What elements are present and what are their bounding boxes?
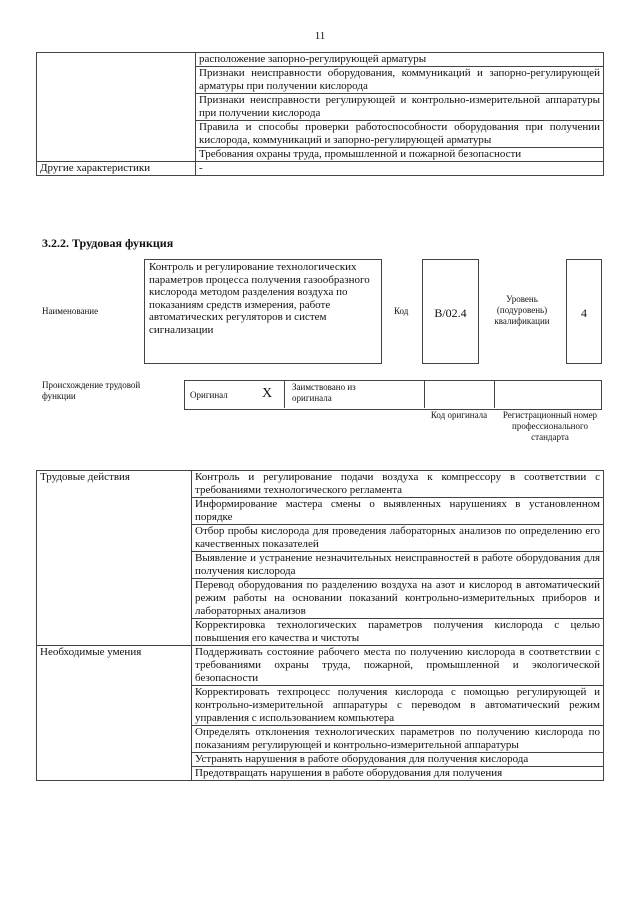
- original-label: Оригинал: [190, 390, 228, 400]
- level-value: 4: [581, 306, 587, 320]
- skill-item: Поддерживать состояние рабочего места по получению кислорода в соответствии с требованиями охраны труда, пожарной, промышленной и экологической безопасности: [192, 646, 604, 686]
- table-row: [37, 53, 604, 67]
- labor-action-item: Перевод оборудования по разделению воздуха на азот и кислород в автоматический режим работы на основании показаний контрольно-измерительных приборов и лабораторных анализов: [192, 579, 604, 619]
- code-label: Код: [394, 306, 409, 316]
- function-name-box: [144, 259, 382, 364]
- table-cell: Признаки неисправности регулирующей и контрольно-измерительной аппаратуры при получении кислорода: [196, 94, 604, 121]
- labor-action-item: Выявление и устранение незначительных неисправностей в работе оборудования для получения кислорода: [192, 552, 604, 579]
- code-box: [422, 259, 479, 364]
- row-label-empty: [37, 53, 196, 162]
- table-cell: Признаки неисправности оборудования, коммуникаций и запорно-регулирующей арматуры при получении кислорода: [196, 67, 604, 94]
- skill-item: Корректировать техпроцесс получения кислорода с помощью регулирующей и контрольно-измерительной аппаратуры с переводом в автоматический режим управления с использованием компьютера: [192, 686, 604, 726]
- table-cell: Требования охраны труда, промышленной и пожарной безопасности: [196, 148, 604, 162]
- function-name-value: Контроль и регулирование технологических параметров процесса получения газообразного кислорода методом разделения воздуха по показаниям средств измерения, работе автоматических регуляторов и систем сигнализации: [149, 261, 370, 336]
- required-skills-label: Необходимые умения: [37, 646, 192, 781]
- labor-actions-label: Трудовые действия: [37, 471, 192, 646]
- reg-number-caption: Регистрационный номер профессионального стандарта: [502, 410, 598, 442]
- knowledge-table-continuation: [36, 52, 604, 176]
- skill-item: Предотвращать нарушения в работе оборудования для получения: [192, 767, 604, 781]
- table-row: [37, 646, 604, 686]
- labor-action-item: Контроль и регулирование подачи воздуха к компрессору в соответствии с требованиями технологического регламента: [192, 471, 604, 498]
- labor-action-item: Информирование мастера смены о выявленных нарушениях в установленном порядке: [192, 498, 604, 525]
- skill-item: Устранять нарушения в работе оборудования для получения кислорода: [192, 753, 604, 767]
- labor-action-item: Отбор пробы кислорода для проведения лабораторных анализов по определению его качественных показателей: [192, 525, 604, 552]
- labor-function-table: [36, 470, 604, 781]
- labor-action-item: Корректировка технологических параметров получения кислорода с целью повышения его качества и чистоты: [192, 619, 604, 646]
- origin-row: [184, 380, 602, 410]
- original-mark: X: [262, 386, 273, 401]
- other-characteristics-label: Другие характеристики: [37, 162, 196, 176]
- other-characteristics-value: -: [196, 162, 604, 176]
- code-original-caption: Код оригинала: [430, 410, 488, 420]
- origin-label: Происхождение трудовой функции: [42, 380, 141, 401]
- table-cell: расположение запорно-регулирующей арматуры: [196, 53, 604, 67]
- skill-item: Определять отклонения технологических параметров по получению кислорода по показаниям регулирующей и контрольно-измерительной аппаратуры: [192, 726, 604, 753]
- origin-divider: [494, 380, 495, 408]
- level-label: Уровень (подуровень) квалификации: [494, 294, 550, 326]
- borrowed-label: Заимствовано из оригинала: [292, 382, 356, 403]
- table-cell: Правила и способы проверки работоспособности оборудования при получении кислорода, коммуникаций и запорно-регулирующей арматуры: [196, 121, 604, 148]
- origin-divider: [424, 380, 425, 408]
- page-number: 11: [314, 30, 326, 42]
- table-row: [37, 471, 604, 498]
- name-label: Наименование: [42, 306, 99, 316]
- table-row: [37, 162, 604, 176]
- section-title: 3.2.2. Трудовая функция: [42, 236, 174, 250]
- origin-divider: [284, 380, 285, 408]
- level-box: [566, 259, 602, 364]
- code-value: B/02.4: [434, 306, 467, 320]
